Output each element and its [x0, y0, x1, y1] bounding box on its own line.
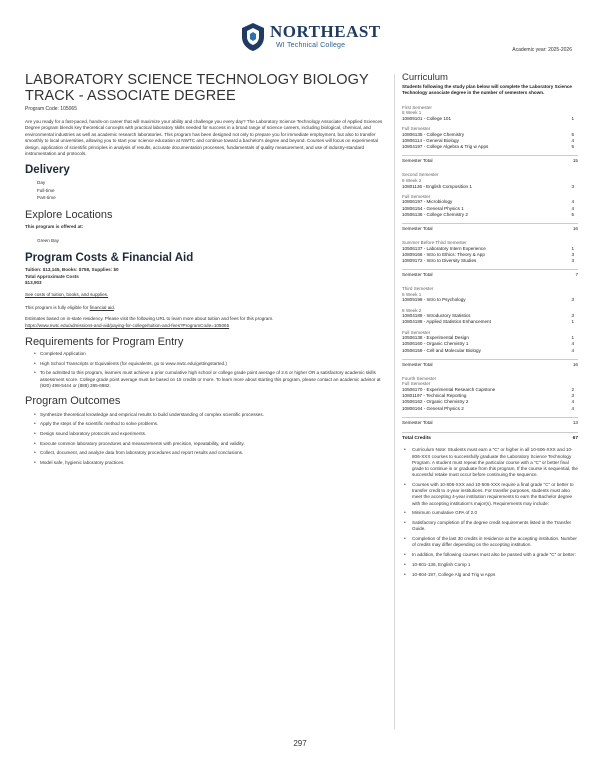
course-name: 10806197 - Microbiology — [402, 199, 453, 205]
delivery-item: Full-time — [37, 187, 55, 193]
course-credits: 5 — [571, 144, 574, 150]
course-name: 10806114 - General Biology — [402, 138, 459, 143]
curriculum-note: • Curriculum Note: Students must earn a "C" or higher in all 10-506-XXX and 10-806-XXX courses to successfully graduate the Laboratory Science Technology Program. A student must repeat the particular course with a "C" or better final grade to continue in or graduate from this program. If the course is sequential, the successful retake must occur before continuing the sequence. — [404, 447, 578, 478]
course-name: 10809198 - Intro to Psychology — [402, 297, 466, 303]
financial-aid-suffix: . — [113, 304, 116, 310]
course-name: 10506159 - Cell and Molecular Biology — [402, 347, 481, 353]
curriculum-notes — [402, 447, 578, 578]
semester-group — [402, 240, 578, 264]
academic-year: Academic year: 2025-2026 — [512, 47, 572, 53]
semester-subterm: 8 Week 1 — [402, 291, 422, 297]
curriculum-note: • Completion of the last 30 credits in residence at the accepting institution. Number of credits may differ depending on the accepting institution. — [404, 536, 578, 548]
semester-name: 8 Week 2 — [402, 307, 422, 313]
course-credits: 1 — [571, 319, 574, 325]
semester-name: Summer Before Third Semester — [402, 240, 467, 245]
course-credits: 4 — [571, 399, 574, 405]
locations-heading: Explore Locations — [25, 209, 113, 222]
financial-aid-link[interactable]: financial aid — [89, 304, 114, 310]
semester-total-value: 16 — [572, 361, 578, 367]
semester-total-value: 15 — [572, 158, 578, 164]
column-divider — [394, 74, 395, 729]
course-name: 10506138 - Experimental Design — [402, 335, 469, 341]
semester-block — [402, 240, 578, 278]
semester-total-label: Semester Total — [402, 272, 433, 278]
outcome-item: • Design sound laboratory protocols and experiments. — [34, 431, 385, 437]
semester-total-row — [402, 417, 578, 426]
course-credits: 4 — [571, 138, 574, 143]
course-credits: 4 — [571, 341, 574, 347]
logo-name: NORTHEAST — [270, 22, 381, 41]
semester-group — [402, 286, 578, 303]
semester-subterm: 8 Week 2 — [402, 178, 422, 183]
course-name: 10809172 - Intro to Diversity Studies — [402, 258, 477, 263]
course-name: 10506162 - Organic Chemistry 2 — [402, 399, 469, 405]
semester-group — [402, 172, 578, 189]
semester-total-row — [402, 155, 578, 164]
outcomes-list — [25, 412, 385, 467]
course-row — [402, 258, 578, 264]
course-name: 10506136 - College Chemistry 2 — [402, 211, 468, 217]
tuition-url-link[interactable]: https://www.nwtc.edu/admissions-and-aid/paying-for-college/tuition-and-fees?ProgramCode=105065 — [25, 322, 230, 328]
course-row — [402, 406, 578, 412]
outcome-item: • Model safe, hygienic laboratory practices. — [34, 460, 385, 466]
total-credits-value: 67 — [572, 436, 578, 442]
semester-group — [402, 308, 578, 326]
page-header — [0, 0, 600, 64]
course-name: 10801136 - English Composition 1 — [402, 183, 472, 189]
requirement-item: • High School Transcripts or Equivalents (for equivalents, go to www.nwtc.edu/gettingstarted.) — [34, 361, 385, 367]
total-costs-label: Total Approximate Costs — [25, 273, 79, 279]
course-row — [402, 116, 578, 122]
course-name: 10806135 - College Chemistry — [402, 131, 465, 137]
curriculum-note: • Courses with 10-806-XXX and 10-506-XXX require a final grade "C" or better to transfer credit to 4-year institutions. For transfer purposes, students must also meet the accepting 4-year institution requirements to earn the Bachelor degree with the accepting institution's major(s). Requirements may include: — [404, 482, 578, 507]
curriculum-intro: Students following the study plan below will complete the Laboratory Science Technology associate degree in the number of semesters shown. — [402, 84, 572, 96]
semester-name: Full Semester — [402, 126, 431, 132]
semester-subterm: Full Semester — [402, 381, 431, 387]
requirement-item: • To be admitted to this program, learners must achieve a prior cumulative high school or college grade point average of 2.6 or higher OR a satisfactory academic skills assessment score. College grade point average must be based on 15 credits or more. To learn more about starting this program, please contact an academic advisor at (920) 498-5444 or (888) 385-6982. — [34, 370, 385, 389]
course-name: 10806164 - General Physics 2 — [402, 405, 464, 411]
total-credits-label: Total Credits — [402, 436, 431, 442]
course-credits: 1 — [571, 245, 574, 251]
program-code: Program Code: 105065 — [25, 106, 77, 112]
outcome-item: • Execute common laboratory procedures and measurements with precision, repeatability, and validity. — [34, 441, 385, 447]
curriculum-note: • Satisfactory completion of the degree credit requirements listed in the Transfer Guide. — [404, 520, 578, 532]
course-credits: 5 — [571, 211, 574, 217]
course-name: 10506137 - Laboratory Intern Experience — [402, 245, 486, 251]
semester-block — [402, 376, 578, 426]
semester-group — [402, 330, 578, 354]
course-name: 10506170 - Experimental Research Capstone — [402, 386, 496, 392]
program-title: LABORATORY SCIENCE TECHNOLOGY BIOLOGY TRACK - ASSOCIATE DEGREE — [25, 72, 369, 104]
delivery-heading: Delivery — [25, 164, 70, 177]
semester-total-label: Semester Total — [402, 226, 433, 231]
semester-total-label: Semester Total — [402, 158, 433, 164]
outcome-item: • Synthesize theoretical knowledge and empirical results to build understanding of complex scientific processes. — [34, 412, 385, 418]
course-name: 10506160 - Organic Chemistry 1 — [402, 341, 469, 347]
outcomes-heading: Program Outcomes — [25, 394, 121, 407]
semester-block — [402, 286, 578, 368]
semester-name: Full Semester — [402, 329, 431, 335]
course-name: 10809101 - College 101 — [402, 116, 452, 121]
total-divider — [402, 432, 578, 433]
costs-heading: Program Costs & Financial Aid — [25, 252, 194, 265]
course-row — [402, 144, 578, 150]
semester-block — [402, 172, 578, 232]
tuition-line: Tuition: $13,145, Books: $758, Supplies: $0 — [25, 267, 119, 273]
course-credits: 3 — [571, 393, 574, 399]
curriculum-note: • In addition, the following courses must also be passed with a grade "C" or better: — [404, 552, 578, 558]
requirements-heading: Requirements for Program Entry — [25, 335, 184, 348]
course-name: 10809166 - Intro to Ethics: Theory & App — [402, 251, 485, 257]
course-row — [402, 297, 578, 303]
course-name: 10806154 - General Physics 1 — [402, 205, 464, 211]
delivery-item: Day — [37, 180, 46, 186]
semester-group — [402, 194, 578, 218]
course-credits: 1 — [571, 335, 574, 341]
curriculum-note: • 10-804-197, College Alg and Trig w Apps — [404, 572, 578, 578]
semester-total-row — [402, 359, 578, 368]
shield-logo-icon — [240, 22, 266, 52]
delivery-item: Part-time — [37, 195, 56, 201]
locations-intro: This program is offered at: — [25, 224, 84, 230]
outcome-item: • Collect, document, and analyze data from laboratory procedures and report results and conclusions. — [34, 450, 385, 456]
course-name: 10804197 - College Algebra & Trig w Apps — [402, 144, 489, 150]
course-credits: 1 — [571, 116, 574, 121]
requirement-item: • Completed Application — [34, 351, 385, 357]
requirements-list — [25, 351, 385, 390]
course-credits: 3 — [571, 183, 574, 189]
financial-aid-prefix: This program is fully eligible for — [25, 304, 90, 310]
total-credits-row — [402, 436, 578, 441]
semester-total-value: 7 — [575, 272, 578, 278]
course-credits: 4 — [571, 347, 574, 353]
semester-subterm: 8 Week 1 — [402, 110, 422, 116]
course-credits: 2 — [571, 386, 574, 392]
course-credits: 5 — [571, 131, 574, 137]
semester-total-value: 16 — [572, 226, 578, 231]
course-row — [402, 184, 578, 190]
program-details — [25, 72, 385, 470]
curriculum-note: • Minimum cumulative GPA of 2.0 — [404, 510, 578, 516]
semester-total-label: Semester Total — [402, 361, 433, 367]
course-credits: 4 — [571, 405, 574, 411]
college-logo — [240, 22, 390, 58]
see-costs-link[interactable]: See costs of tuition, books, and supplies. — [25, 292, 109, 298]
semester-total-label: Semester Total — [402, 419, 433, 425]
outcome-item: • Apply the steps of the scientific method to solve problems. — [34, 421, 385, 427]
course-credits: 4 — [571, 205, 574, 211]
curriculum-note: • 10-801-136, English Comp 1 — [404, 562, 578, 568]
course-name: 10804189 - Introductory Statistics — [402, 313, 471, 319]
course-row — [402, 348, 578, 354]
semester-group — [402, 105, 578, 122]
course-name: 10801197 - Technical Reporting — [402, 393, 467, 399]
program-description: Are you ready for a fast-paced, hands-on career that will maximize your ability and challenge you every day? The Laboratory Science Technology Associate of Applied Sciences Degree program blends key theoretical concepts with practical laboratory skills needed for success in a broad range of science careers, including biological, chemical, and environmental industries as well as academic research laboratories. This program has been designed not only to prepare you for immediate employment, but also to transfer smoothly to local universities, allowing you to start your science education at NWTC and continue toward a bachelor's degree and beyond. Courses will focus on experimental design, application of scientific principles in analysis of results, accurate documentation processes, fundamentals of quality measurement, and use of industry-standard instrumentation and protocols. — [25, 119, 383, 157]
semester-name: First Semester — [402, 104, 432, 110]
course-name: 10804188 - Applied Statistics Enhancement — [402, 319, 491, 325]
financial-aid-line — [25, 305, 385, 311]
curriculum-panel — [402, 72, 578, 582]
semester-group — [402, 376, 578, 412]
semester-name: Second Semester — [402, 172, 439, 178]
page-number: 297 — [293, 739, 307, 748]
total-costs-value: $13,903 — [25, 279, 42, 285]
semester-total-value: 13 — [572, 419, 578, 425]
course-credits: 3 — [571, 251, 574, 257]
course-row — [402, 319, 578, 325]
course-credits: 3 — [571, 313, 574, 319]
course-credits: 3 — [571, 297, 574, 303]
semester-name: Third Semester — [402, 286, 434, 292]
semester-block — [402, 105, 578, 165]
delivery-list — [25, 179, 385, 201]
curriculum-heading: Curriculum — [402, 72, 448, 83]
course-row — [402, 212, 578, 218]
semester-name: Fourth Semester — [402, 375, 437, 381]
semester-list — [402, 105, 578, 426]
semester-name: Full Semester — [402, 193, 431, 199]
estimates-note: Estimates based on in-state residency. Please visit the following URL to learn more about tuition and fees for this program. — [25, 316, 274, 322]
location-item[interactable]: Green Bay — [37, 237, 59, 243]
semester-group — [402, 126, 578, 150]
semester-total-row — [402, 223, 578, 232]
course-credits: 4 — [571, 199, 574, 205]
semester-total-row — [402, 269, 578, 278]
logo-subtitle: WI Technical College — [276, 42, 346, 49]
course-credits: 3 — [571, 258, 574, 263]
